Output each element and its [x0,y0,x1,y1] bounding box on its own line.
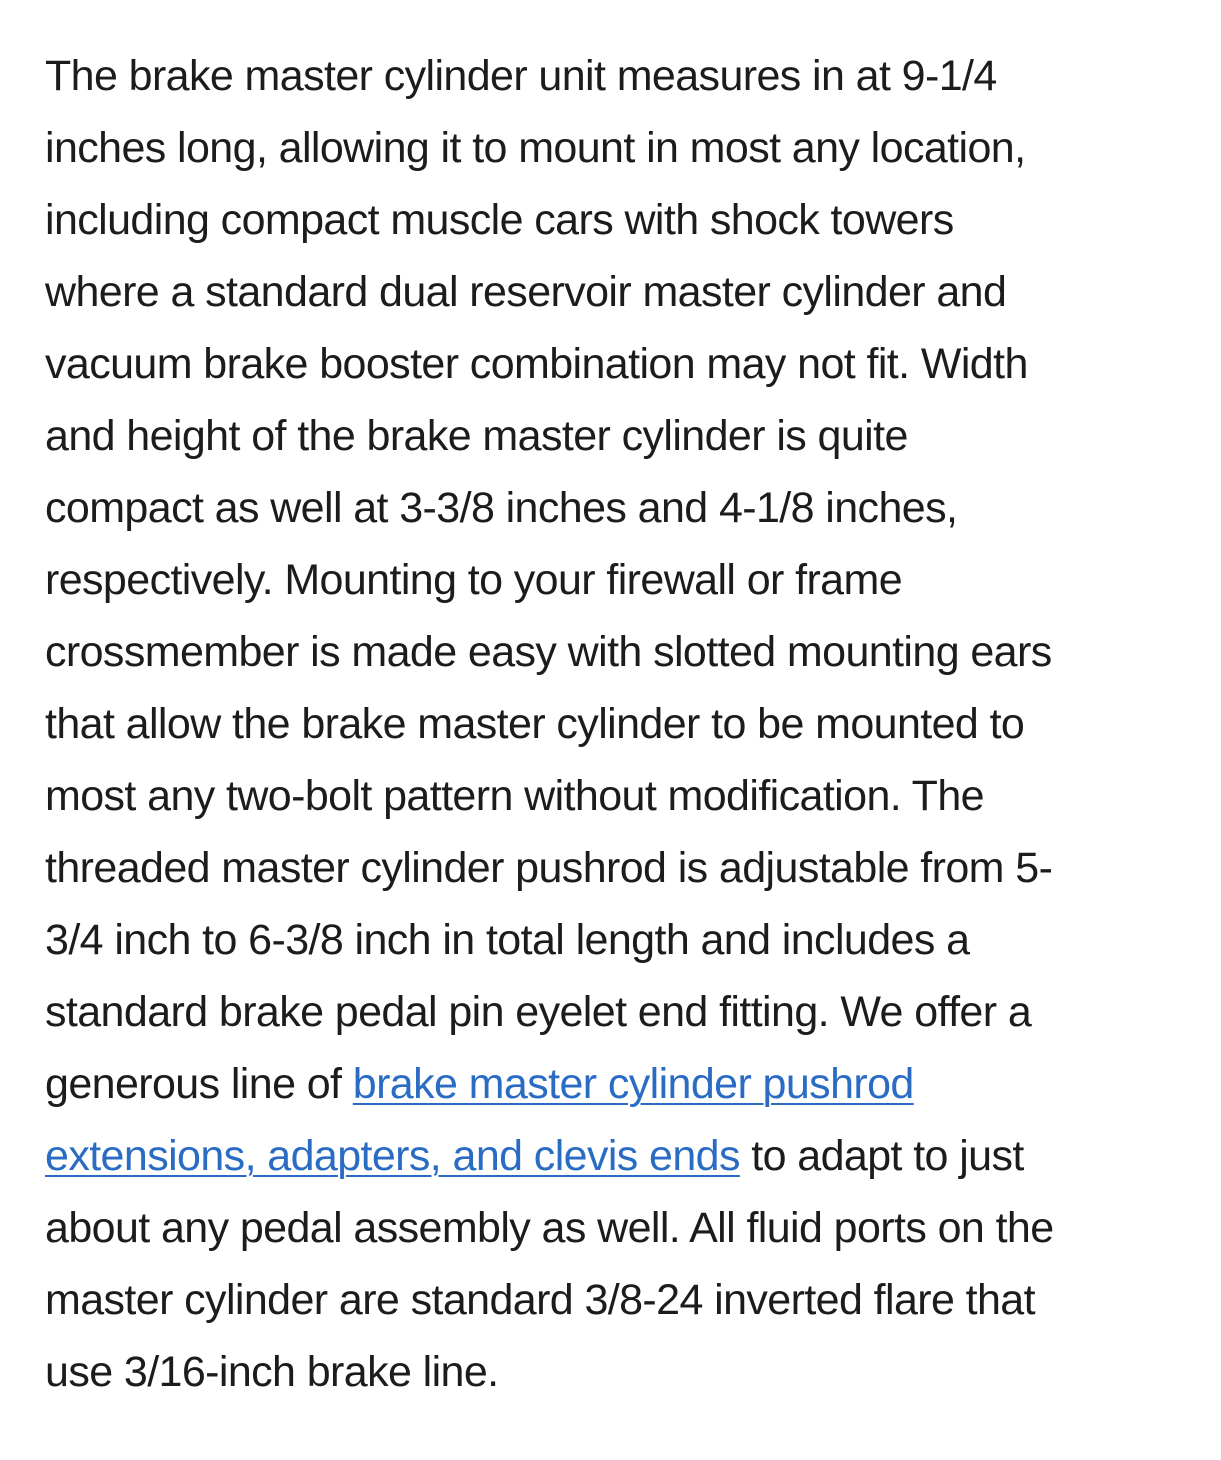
paragraph-line: use 3/16-inch brake line. [45,1348,499,1396]
paragraph-line: master cylinder are standard 3/8-24 inverted flare that [45,1276,1035,1324]
paragraph-line: The brake master cylinder unit measures in at 9-1/4 [45,52,997,100]
paragraph-line: vacuum brake booster combination may not fit. Width [45,340,1028,388]
paragraph-line: compact as well at 3-3/8 inches and 4-1/8 inches, [45,484,958,532]
pushrod-extensions-link-continued[interactable]: extensions, adapters, and clevis ends [45,1132,740,1180]
paragraph-line: respectively. Mounting to your firewall or frame [45,556,903,604]
paragraph-line: 3/4 inch to 6-3/8 inch in total length and includes a [45,916,970,964]
paragraph-line: where a standard dual reservoir master cylinder and [45,268,1007,316]
link-suffix-text: to adapt to just [739,1132,1024,1180]
article-paragraph [45,40,1185,1408]
paragraph-line: including compact muscle cars with shock towers [45,196,954,244]
paragraph-line: that allow the brake master cylinder to be mounted to [45,700,1025,748]
paragraph-line: most any two-bolt pattern without modification. The [45,772,984,820]
paragraph-line: about any pedal assembly as well. All fluid ports on the [45,1204,1054,1252]
paragraph-line: inches long, allowing it to mount in most any location, [45,124,1026,172]
paragraph-line-with-link [45,1120,1185,1192]
pushrod-extensions-link[interactable]: brake master cylinder pushrod [352,1060,914,1108]
paragraph-line-with-link [45,1048,1185,1120]
paragraph-line: and height of the brake master cylinder is quite [45,412,908,460]
paragraph-line: standard brake pedal pin eyelet end fitting. We offer a [45,988,1032,1036]
paragraph-line: threaded master cylinder pushrod is adjustable from 5- [45,844,1053,892]
paragraph-line: crossmember is made easy with slotted mounting ears [45,628,1052,676]
link-prefix-text: generous line of [45,1060,353,1108]
